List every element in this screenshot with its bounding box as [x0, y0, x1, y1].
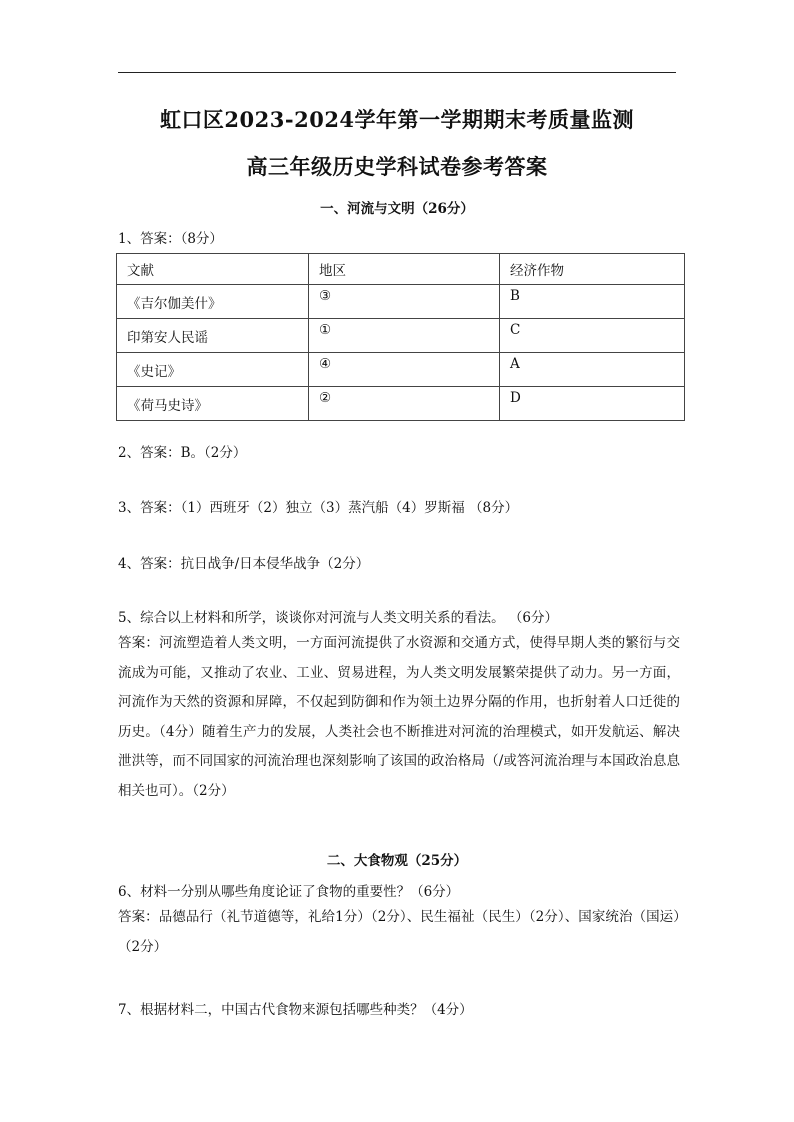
table-cell-document: 《史记》	[117, 353, 309, 387]
q6-question: 6、材料一分别从哪些角度论证了食物的重要性？（6分）	[118, 884, 460, 900]
table-header-row	[117, 254, 685, 285]
q5-answer: 答案：河流塑造着人类文明，一方面河流提供了水资源和交通方式，使得早期人类的繁衍与交流成为可能，又推动了农业、工业、贸易进程，为人类文明发展繁荣提供了动力。另一方面，河流作为天然的资源和屏障，不仅起到防御和作为领土边界分隔的作用，也折射着人口迁徙的历史。（4分）随着生产力的发展，人类社会也不断推进对河流的治理模式，如开发航运、解决泄洪等，而不同国家的河流治理也深刻影响了该国的政治格局（/或答河流治理与本国政治息息相关也可）。（2分）	[118, 635, 680, 799]
table-header-cell: 地区	[309, 254, 500, 285]
section-heading-1: 一、河流与文明（26分）	[320, 201, 474, 217]
q3-answer: 3、答案：（1）西班牙（2）独立（3）蒸汽船（4）罗斯福 （8分）	[118, 500, 519, 516]
q6-answer: 答案：品德品行（礼节道德等，礼给1分）（2分）、民生福祉（民生）（2分）、国家统治（国运）（2分）	[118, 909, 680, 955]
table-cell-region: ①	[309, 319, 500, 353]
table-cell-document: 《荷马史诗》	[117, 387, 309, 421]
table-cell-document: 《吉尔伽美什》	[117, 285, 309, 319]
table-row	[117, 319, 685, 353]
q1-label: 1、答案：（8分）	[118, 231, 223, 247]
table-cell-region: ④	[309, 353, 500, 387]
table-cell-crop: A	[500, 353, 685, 387]
answer-table	[116, 253, 685, 421]
q4-answer: 4、答案：抗日战争/日本侵华战争（2分）	[118, 556, 370, 572]
table-cell-region: ②	[309, 387, 500, 421]
q2-answer: 2、答案：B。（2分）	[118, 445, 247, 461]
table-cell-crop: C	[500, 319, 685, 353]
q7-question: 7、根据材料二，中国古代食物来源包括哪些种类？（4分）	[118, 1002, 473, 1018]
table-cell-region: ③	[309, 285, 500, 319]
table-row	[117, 353, 685, 387]
document-subtitle: 高三年级历史学科试卷参考答案	[246, 154, 548, 179]
section-heading-2: 二、大食物观（25分）	[326, 853, 468, 869]
table-row	[117, 285, 685, 319]
top-rule	[118, 72, 676, 73]
table-header-cell: 经济作物	[500, 254, 685, 285]
table-cell-document: 印第安人民谣	[117, 319, 309, 353]
table-row	[117, 387, 685, 421]
table-cell-crop: B	[500, 285, 685, 319]
table-cell-crop: D	[500, 387, 685, 421]
document-title: 虹口区2023-2024学年第一学期期末考质量监测	[159, 107, 635, 132]
table-header-cell: 文献	[117, 254, 309, 285]
q5-question: 5、综合以上材料和所学，谈谈你对河流与人类文明关系的看法。 （6分）	[118, 610, 558, 626]
